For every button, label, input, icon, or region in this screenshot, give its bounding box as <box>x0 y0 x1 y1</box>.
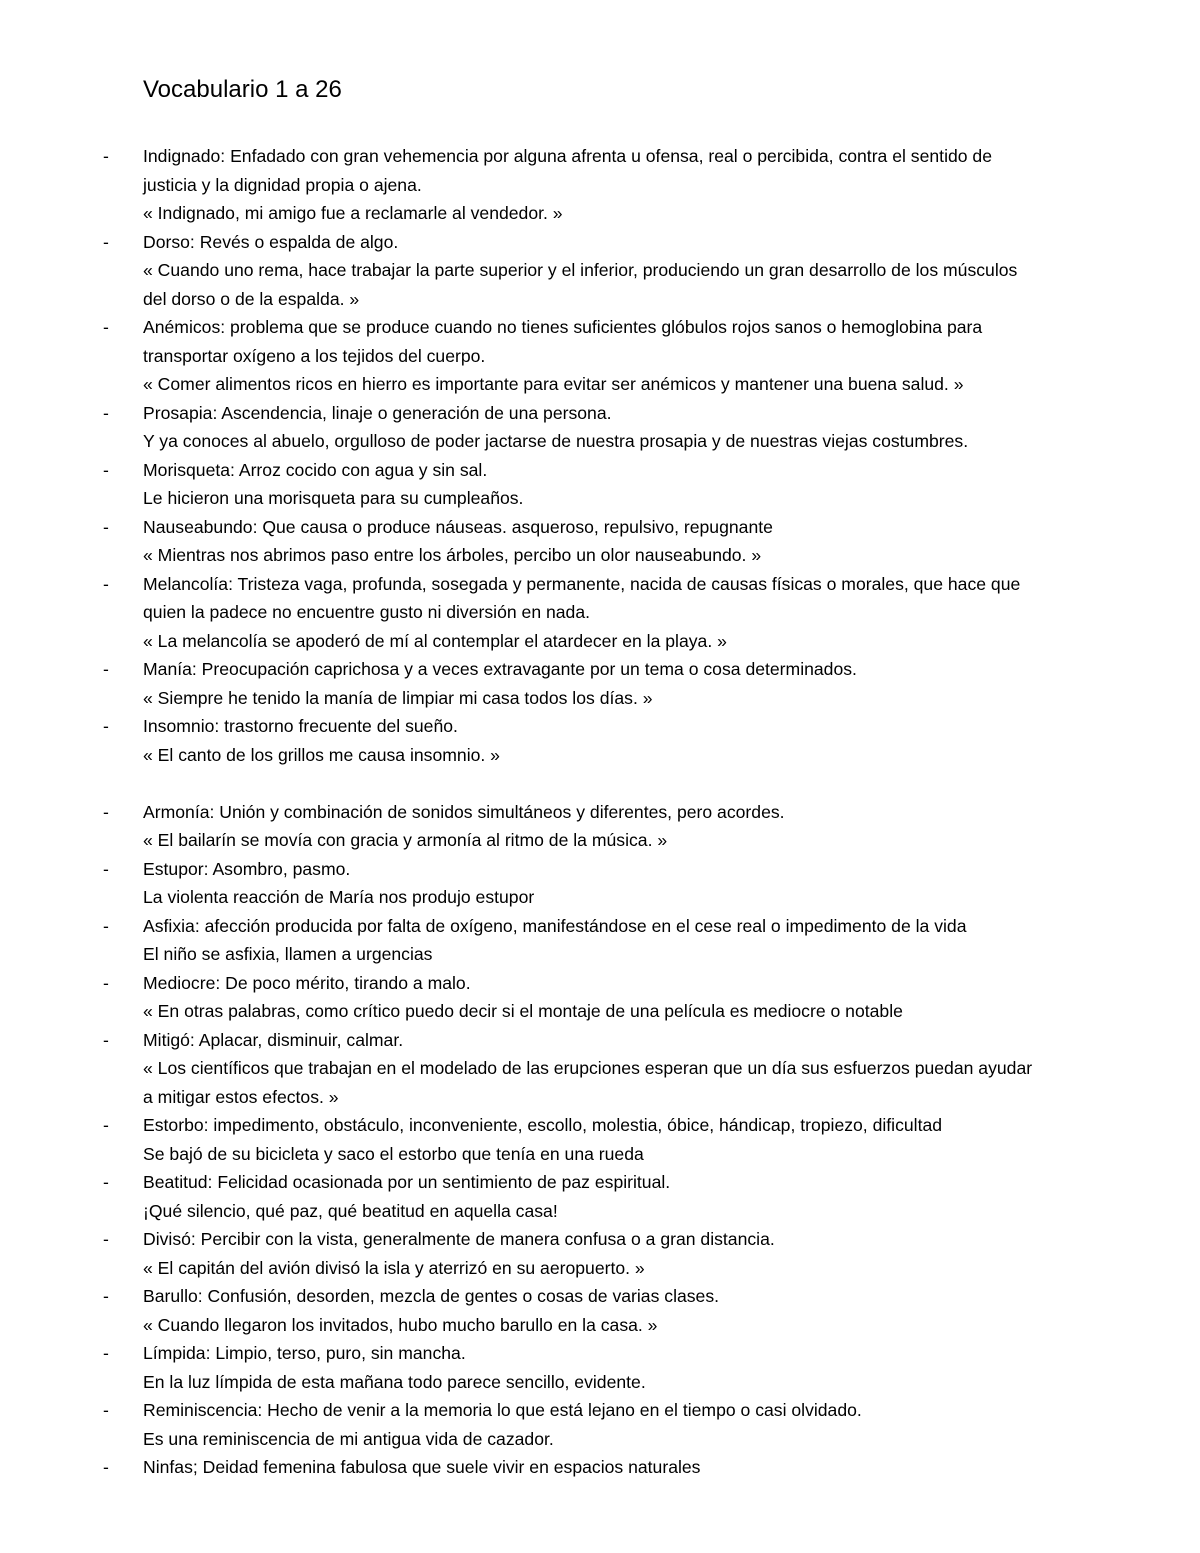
entry-text-line: La violenta reacción de María nos produjo estupor <box>143 887 535 907</box>
vocabulary-entry <box>0 1453 1200 1482</box>
entry-text-line: « Comer alimentos ricos en hierro es importante para evitar ser anémicos y mantener una buena salud. » <box>143 374 964 394</box>
vocabulary-list <box>0 142 1200 1482</box>
list-bullet: - <box>103 317 109 337</box>
entry-definition-line: Divisó: Percibir con la vista, generalmente de manera confusa o a gran distancia. <box>143 1229 775 1249</box>
entry-text-line: Le hicieron una morisqueta para su cumpleaños. <box>143 488 524 508</box>
entry-definition-line: Límpida: Limpio, terso, puro, sin mancha. <box>143 1343 466 1363</box>
entry-text <box>143 969 1143 1026</box>
entry-text-line: « Mientras nos abrimos paso entre los árboles, percibo un olor nauseabundo. » <box>143 545 762 565</box>
vocabulary-entry <box>0 399 1200 456</box>
entry-text-line: « Indignado, mi amigo fue a reclamarle al vendedor. » <box>143 203 563 223</box>
list-bullet: - <box>103 915 109 936</box>
vocabulary-entry <box>0 712 1200 769</box>
entry-definition-line: Dorso: Revés o espalda de algo. <box>143 231 399 252</box>
list-bullet: - <box>103 146 109 166</box>
entry-text-line: del dorso o de la espalda. » <box>143 288 360 309</box>
list-bullet: - <box>103 459 109 480</box>
vocabulary-entry <box>0 1168 1200 1225</box>
entry-text-line: « El canto de los grillos me causa insomnio. » <box>143 744 500 765</box>
document-title: Vocabulario 1 a 26 <box>143 76 342 103</box>
entry-text-line: « Siempre he tenido la manía de limpiar mi casa todos los días. » <box>143 687 653 708</box>
entry-text <box>143 1282 1143 1339</box>
entry-text-line: « El capitán del avión divisó la isla y aterrizó en su aeropuerto. » <box>143 1257 645 1278</box>
vocabulary-entry <box>0 142 1200 228</box>
entry-text-line: justicia y la dignidad propia o ajena. <box>143 174 422 195</box>
entry-text <box>143 1225 1143 1282</box>
entry-text <box>143 1453 1143 1482</box>
list-bullet: - <box>103 516 109 537</box>
entry-definition-line: Manía: Preocupación caprichosa y a veces extravagante por un tema o cosa determinados. <box>143 659 857 679</box>
list-bullet: - <box>103 801 109 822</box>
list-bullet: - <box>103 402 109 423</box>
list-bullet: - <box>103 972 109 993</box>
list-bullet: - <box>103 1286 109 1306</box>
list-bullet: - <box>103 231 109 252</box>
entry-text <box>143 912 1143 969</box>
list-bullet: - <box>103 716 109 736</box>
list-bullet: - <box>103 1115 109 1135</box>
entry-text-line: transportar oxígeno a los tejidos del cuerpo. <box>143 345 486 366</box>
entry-text <box>143 798 1143 855</box>
entry-text <box>143 456 1143 513</box>
list-bullet: - <box>103 1343 109 1363</box>
list-bullet: - <box>103 1172 109 1192</box>
vocabulary-entry <box>0 655 1200 712</box>
entry-text-line: En la luz límpida de esta mañana todo parece sencillo, evidente. <box>143 1371 646 1392</box>
entry-definition-line: Estorbo: impedimento, obstáculo, inconveniente, escollo, molestia, óbice, hándicap, tropiezo, dificultad <box>143 1115 943 1135</box>
entry-text-line: « Cuando uno rema, hace trabajar la parte superior y el inferior, produciendo un gran desarrollo de los músculos <box>143 260 1018 280</box>
list-bullet: - <box>103 858 109 879</box>
list-bullet: - <box>103 1029 109 1050</box>
vocabulary-entry <box>0 513 1200 570</box>
entry-definition-line: Mitigó: Aplacar, disminuir, calmar. <box>143 1029 404 1050</box>
entry-definition-line: Nauseabundo: Que causa o produce náuseas. asqueroso, repulsivo, repugnante <box>143 516 773 537</box>
vocabulary-entry <box>0 1111 1200 1168</box>
entry-definition-line: Anémicos: problema que se produce cuando no tienes suficientes glóbulos rojos sanos o hemoglobina para <box>143 317 983 337</box>
vocabulary-entry <box>0 1282 1200 1339</box>
entry-definition-line: Insomnio: trastorno frecuente del sueño. <box>143 716 458 736</box>
entry-definition-line: Prosapia: Ascendencia, linaje o generación de una persona. <box>143 402 612 423</box>
entry-definition-line: Morisqueta: Arroz cocido con agua y sin sal. <box>143 459 488 480</box>
list-bullet: - <box>103 1400 109 1420</box>
entry-text <box>143 855 1143 912</box>
list-bullet: - <box>103 573 109 594</box>
vocabulary-entry <box>0 1026 1200 1112</box>
entry-text <box>143 142 1143 228</box>
list-bullet: - <box>103 659 109 679</box>
entry-text-line: Y ya conoces al abuelo, orgulloso de poder jactarse de nuestra prosapia y de nuestras viejas costumbres. <box>143 431 969 451</box>
entry-text <box>143 513 1143 570</box>
entry-text-line: Se bajó de su bicicleta y saco el estorbo que tenía en una rueda <box>143 1143 644 1164</box>
entry-definition-line: Armonía: Unión y combinación de sonidos simultáneos y diferentes, pero acordes. <box>143 801 785 822</box>
vocabulary-entry <box>0 969 1200 1026</box>
entry-text <box>143 1396 1143 1453</box>
entry-text <box>143 712 1143 769</box>
entry-text <box>143 313 1143 399</box>
entry-text <box>143 399 1143 456</box>
entry-text-line: « Cuando llegaron los invitados, hubo mucho barullo en la casa. » <box>143 1314 658 1335</box>
entry-text-line: « El bailarín se movía con gracia y armonía al ritmo de la música. » <box>143 830 668 850</box>
entry-definition-line: Melancolía: Tristeza vaga, profunda, sosegada y permanente, nacida de causas físicas o morales, que hace que <box>143 573 1021 594</box>
entry-text <box>143 1111 1143 1168</box>
vocabulary-entry <box>0 228 1200 314</box>
entry-text <box>143 1339 1143 1396</box>
entry-text-line: Es una reminiscencia de mi antigua vida de cazador. <box>143 1428 554 1449</box>
vocabulary-entry <box>0 1396 1200 1453</box>
vocabulary-entry <box>0 1339 1200 1396</box>
entry-text-line: El niño se asfixia, llamen a urgencias <box>143 944 433 964</box>
entry-definition-line: Beatitud: Felicidad ocasionada por un sentimiento de paz espiritual. <box>143 1172 671 1192</box>
entry-definition-line: Reminiscencia: Hecho de venir a la memoria lo que está lejano en el tiempo o casi olvidado. <box>143 1400 862 1420</box>
entry-text-line: « Los científicos que trabajan en el modelado de las erupciones esperan que un día sus esfuerzos puedan ayudar <box>143 1058 1033 1078</box>
vocabulary-entry <box>0 570 1200 656</box>
entry-text <box>143 1026 1143 1112</box>
entry-text-line: a mitigar estos efectos. » <box>143 1086 339 1107</box>
entry-text <box>143 1168 1143 1225</box>
entry-definition-line: Asfixia: afección producida por falta de oxígeno, manifestándose en el cese real o impedimento de la vida <box>143 915 967 936</box>
entry-definition-line: Estupor: Asombro, pasmo. <box>143 858 351 879</box>
list-bullet: - <box>103 1457 109 1477</box>
entry-text-line: « En otras palabras, como crítico puedo decir si el montaje de una película es mediocre o notable <box>143 1001 903 1021</box>
vocabulary-entry <box>0 456 1200 513</box>
entry-definition-line: Ninfas; Deidad femenina fabulosa que suele vivir en espacios naturales <box>143 1457 701 1477</box>
entry-definition-line: Barullo: Confusión, desorden, mezcla de gentes o cosas de varias clases. <box>143 1286 720 1306</box>
vocabulary-entry <box>0 313 1200 399</box>
vocabulary-entry <box>0 798 1200 855</box>
vocabulary-entry <box>0 1225 1200 1282</box>
list-bullet: - <box>103 1229 109 1249</box>
entry-definition-line: Indignado: Enfadado con gran vehemencia por alguna afrenta u ofensa, real o percibida, contra el sentido de <box>143 146 993 166</box>
entry-text <box>143 655 1143 712</box>
entry-text <box>143 228 1143 314</box>
vocabulary-entry <box>0 912 1200 969</box>
entry-text-line: « La melancolía se apoderó de mí al contemplar el atardecer en la playa. » <box>143 630 727 651</box>
entry-text <box>143 570 1143 656</box>
entry-text-line: ¡Qué silencio, qué paz, qué beatitud en aquella casa! <box>143 1200 558 1221</box>
entry-definition-line: Mediocre: De poco mérito, tirando a malo. <box>143 972 471 993</box>
vocabulary-entry <box>0 855 1200 912</box>
entry-text-line: quien la padece no encuentre gusto ni diversión en nada. <box>143 602 591 622</box>
